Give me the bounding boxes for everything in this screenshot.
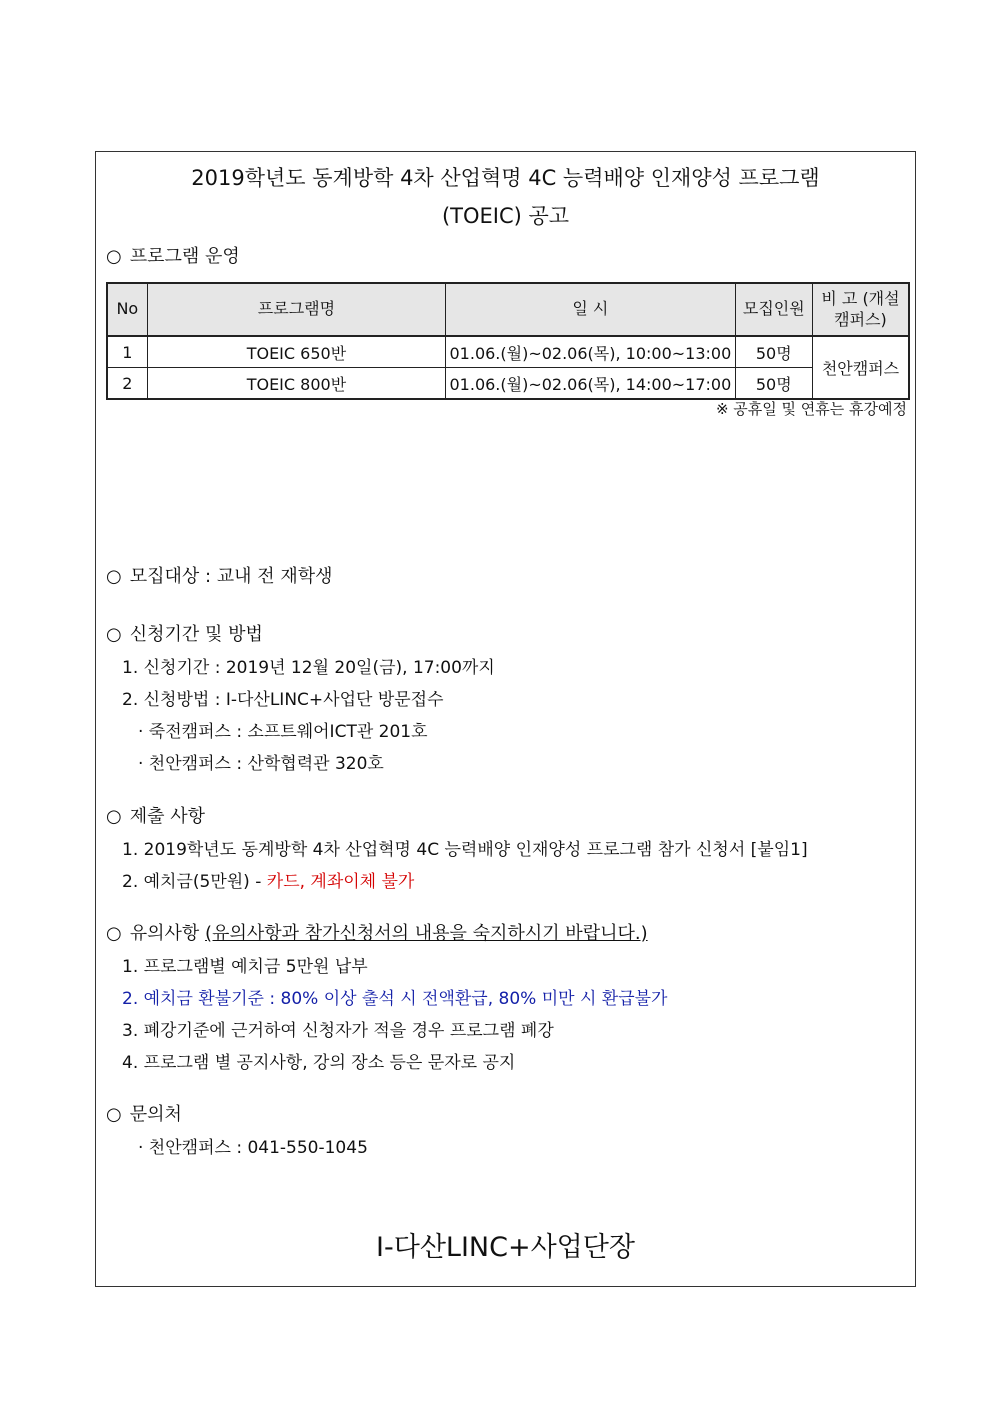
- section-apply-heading: [106, 620, 263, 646]
- circle-bullet-icon: ○: [106, 624, 122, 645]
- notice-frame: [95, 151, 916, 1287]
- section-notice-subnote: (유의사항과 참가신청서의 내용을 숙지하시기 바랍니다.): [205, 923, 648, 944]
- section-target: [106, 562, 333, 588]
- circle-bullet-icon: ○: [106, 246, 122, 267]
- circle-bullet-icon: ○: [106, 566, 122, 587]
- section-contact-heading: [106, 1100, 182, 1126]
- notice-item-sms: 4. 프로그램 별 공지사항, 강의 장소 등은 문자로 공지: [122, 1053, 516, 1073]
- section-contact-label: 문의처: [129, 1104, 182, 1125]
- header-datetime: 일 시: [446, 283, 735, 336]
- row-remark-campus: 천안캠퍼스: [812, 336, 909, 399]
- table-row: [107, 368, 909, 400]
- notice-item-cancel: 3. 폐강기준에 근거하여 신청자가 적을 경우 프로그램 폐강: [122, 1021, 554, 1041]
- row-program-name: TOEIC 650반: [147, 336, 445, 368]
- apply-period: 1. 신청기간 : 2019년 12월 20일(금), 17:00까지: [122, 658, 495, 678]
- circle-bullet-icon: ○: [106, 806, 122, 827]
- section-program-heading: [106, 242, 240, 268]
- apply-method: 2. 신청방법 : I-다산LINC+사업단 방문접수: [122, 690, 444, 710]
- submit-item-deposit: [122, 867, 414, 892]
- section-apply-label: 신청기간 및 방법: [129, 624, 263, 645]
- row-program-name: TOEIC 800반: [147, 368, 445, 400]
- row-capacity: 50명: [735, 336, 812, 368]
- apply-location-jukjeon: · 죽전캠퍼스 : 소프트웨어ICT관 201호: [138, 722, 428, 742]
- deposit-warning: 카드, 계좌이체 불가: [266, 872, 415, 892]
- deposit-label: 2. 예치금(5만원) -: [122, 872, 267, 892]
- notice-title-line2: (TOEIC) 공고: [441, 204, 570, 228]
- notice-title-line1: 2019학년도 동계방학 4차 산업혁명 4C 능력배양 인재양성 프로그램: [191, 166, 820, 190]
- submit-item-application: 1. 2019학년도 동계방학 4차 산업혁명 4C 능력배양 인재양성 프로그램 참가 신청서 [붙임1]: [122, 840, 808, 860]
- header-no: No: [107, 283, 147, 336]
- header-remark: 비 고 (개설캠퍼스): [812, 283, 909, 336]
- header-program-name: 프로그램명: [147, 283, 445, 336]
- program-table: [106, 282, 910, 400]
- row-no: 2: [107, 368, 147, 400]
- holiday-note: ※ 공휴일 및 연휴는 휴강예정: [715, 400, 907, 418]
- row-datetime: 01.06.(월)~02.06(목), 10:00~13:00: [446, 336, 735, 368]
- notice-item-refund: 2. 예치금 환불기준 : 80% 이상 출석 시 전액환급, 80% 미만 시 환급불가: [122, 989, 668, 1009]
- section-notice-heading: [106, 919, 648, 945]
- row-datetime: 01.06.(월)~02.06(목), 14:00~17:00: [446, 368, 735, 400]
- header-capacity: 모집인원: [735, 283, 812, 336]
- row-capacity: 50명: [735, 368, 812, 400]
- notice-item-deposit: 1. 프로그램별 예치금 5만원 납부: [122, 957, 368, 977]
- row-no: 1: [107, 336, 147, 368]
- contact-cheonan: · 천안캠퍼스 : 041-550-1045: [138, 1138, 368, 1158]
- signature: I-다산LINC+사업단장: [376, 1232, 635, 1263]
- circle-bullet-icon: ○: [106, 923, 122, 944]
- apply-location-cheonan: · 천안캠퍼스 : 산학협력관 320호: [138, 754, 384, 774]
- section-target-text: 모집대상 : 교내 전 재학생: [129, 566, 333, 587]
- section-submit-heading: [106, 802, 205, 828]
- section-program-label: 프로그램 운영: [129, 246, 240, 267]
- table-header-row: [107, 283, 909, 336]
- section-submit-label: 제출 사항: [129, 806, 206, 827]
- circle-bullet-icon: ○: [106, 1104, 122, 1125]
- table-row: [107, 336, 909, 368]
- section-notice-label: 유의사항: [129, 923, 200, 944]
